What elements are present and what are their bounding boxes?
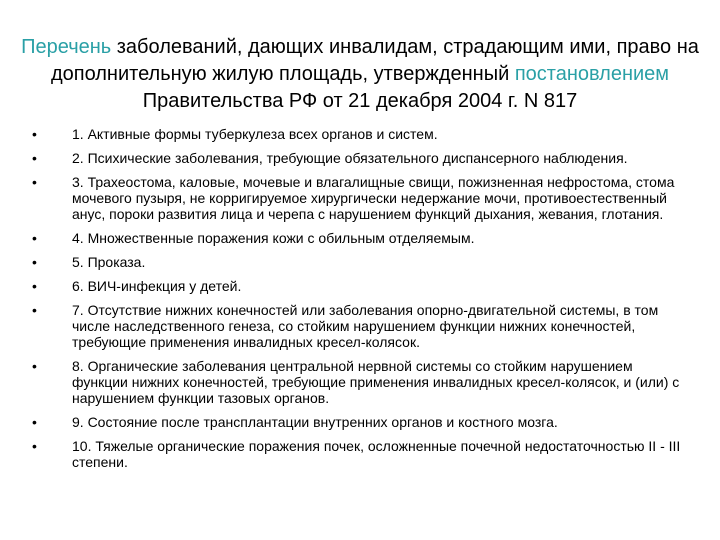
disease-list xyxy=(32,126,682,478)
title-text-2: Правительства РФ от 21 декабря 2004 г. N 817 xyxy=(142,90,578,112)
bullet-icon: • xyxy=(32,438,37,454)
list-item xyxy=(32,254,682,270)
bullet-icon: • xyxy=(32,230,37,246)
bullet-icon: • xyxy=(32,150,37,166)
title-text-1: заболеваний, дающих инвалидам, страдающим ими, право на дополнительную жилую площадь, утвержденный xyxy=(50,36,699,85)
list-item-text: 4. Множественные поражения кожи с обильным отделяемым. xyxy=(72,230,475,246)
list-item xyxy=(32,126,682,142)
list-item xyxy=(32,278,682,294)
list-item xyxy=(32,438,682,470)
list-item xyxy=(32,358,682,406)
list-item xyxy=(32,230,682,246)
list-item-text: 1. Активные формы туберкулеза всех органов и систем. xyxy=(72,126,438,142)
list-item-text: 5. Проказа. xyxy=(72,254,146,270)
list-item-text: 2. Психические заболевания, требующие обязательного диспансерного наблюдения. xyxy=(72,150,628,166)
list-item-text: 9. Состояние после трансплантации внутренних органов и костного мозга. xyxy=(72,414,558,430)
bullet-icon: • xyxy=(32,174,37,190)
list-item-text: 3. Трахеостома, каловые, мочевые и влагалищные свищи, пожизненная нефростома, стома мочевого пузыря, не корригируемое хирургически недержание мочи, противоестественный анус, пороки развития лица и черепа с нарушением функций дыхания, жевания, глотания. xyxy=(72,174,675,222)
title-accent-word-2: постановлением xyxy=(514,63,670,85)
list-item-text: 8. Органические заболевания центральной нервной системы со стойким нарушением функции нижних конечностей, требующие применения инвалидных кресел-колясок, и (или) с нарушением функции тазовых органов. xyxy=(72,358,680,406)
title-accent-word-1: Перечень xyxy=(21,36,112,58)
list-item xyxy=(32,414,682,430)
list-item xyxy=(32,174,682,222)
list-item xyxy=(32,302,682,350)
bullet-icon: • xyxy=(32,278,37,294)
slide-title xyxy=(20,34,700,115)
list-item-text: 10. Тяжелые органические поражения почек, осложненные почечной недостаточностью II - III степени. xyxy=(72,438,681,470)
list-item-text: 6. ВИЧ-инфекция у детей. xyxy=(72,278,242,294)
bullet-icon: • xyxy=(32,358,37,374)
bullet-icon: • xyxy=(32,302,37,318)
bullet-icon: • xyxy=(32,254,37,270)
bullet-icon: • xyxy=(32,414,37,430)
bullet-icon: • xyxy=(32,126,37,142)
list-item xyxy=(32,150,682,166)
list-item-text: 7. Отсутствие нижних конечностей или заболевания опорно-двигательной системы, в том числе наследственного генеза, со стойким нарушением функции нижних конечностей, требующие применения инвалидных кресел-колясок. xyxy=(72,302,659,350)
